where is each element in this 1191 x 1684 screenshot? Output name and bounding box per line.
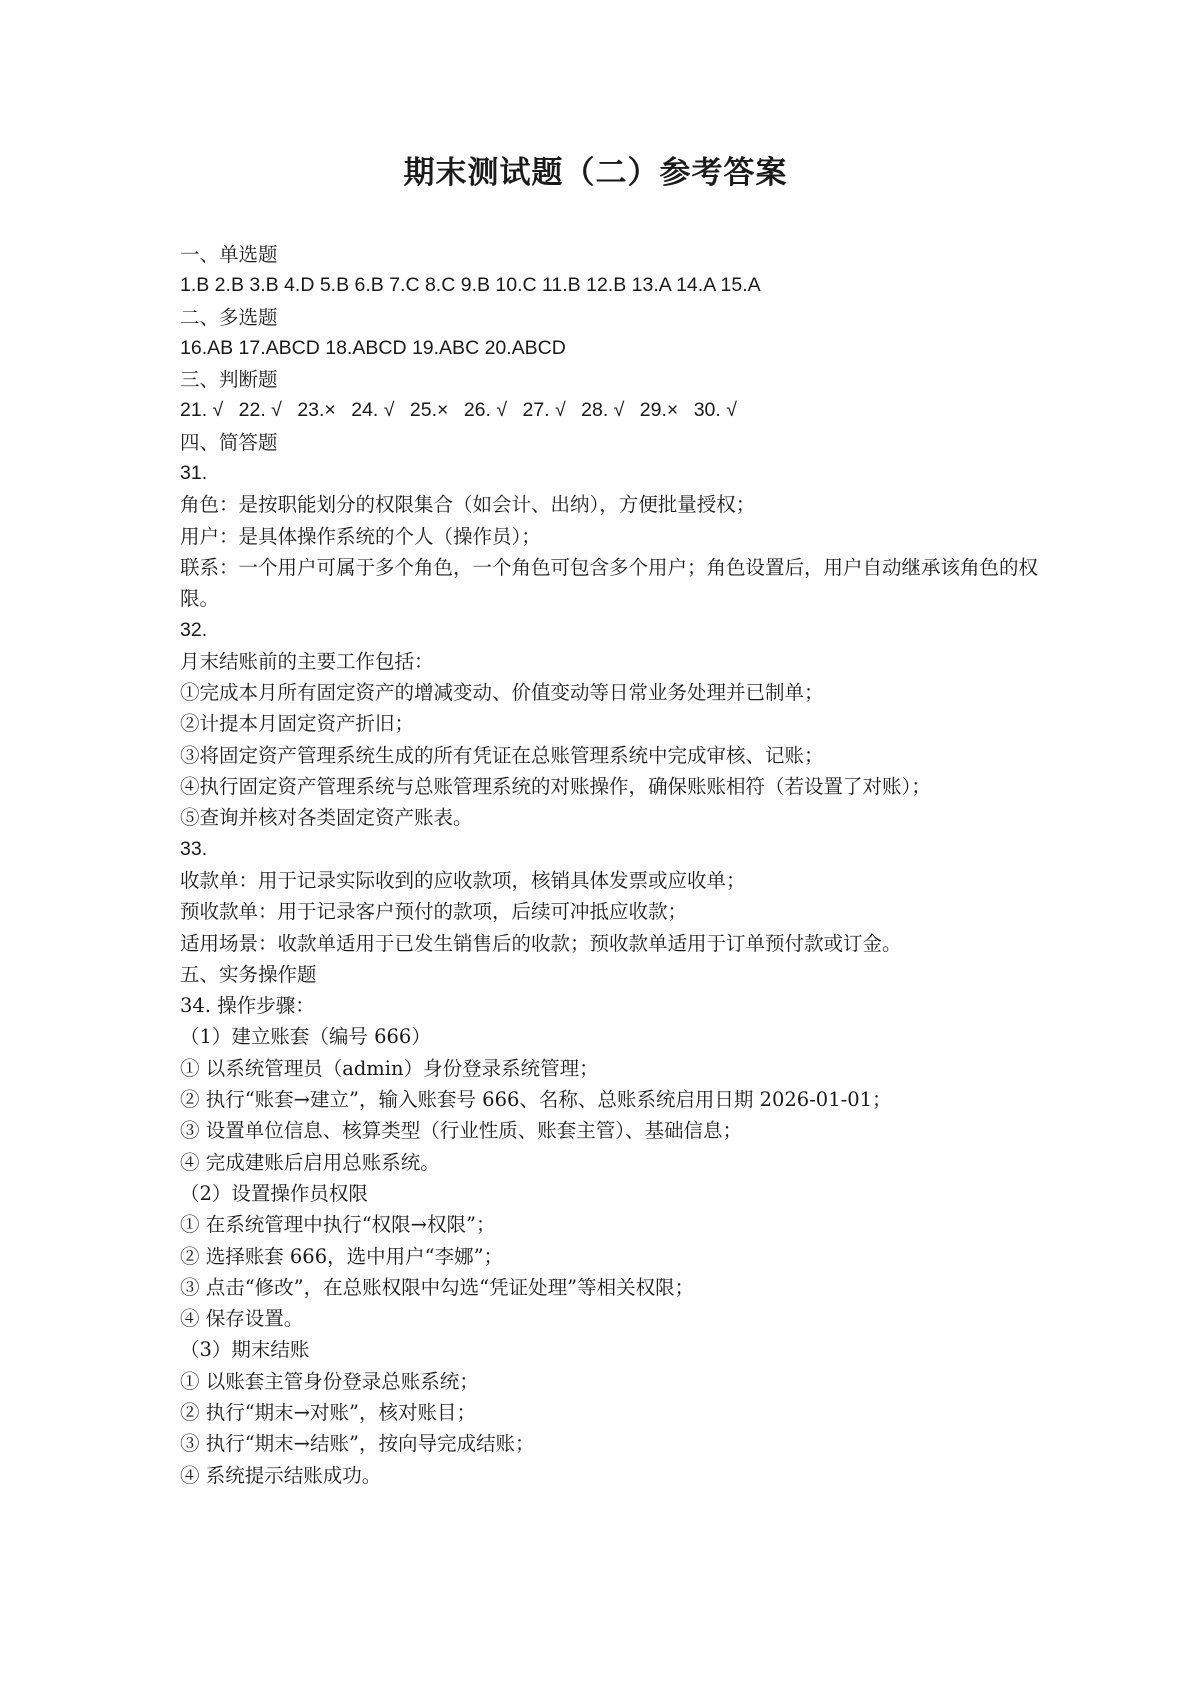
tf-answer-27: 27. √ [522, 399, 566, 422]
part-3-step-2: ② 执行“期末→对账”，核对账目； [180, 1400, 476, 1424]
answer-33-line-1: 收款单：用于记录实际收到的应收款项，核销具体发票或应收单； [180, 868, 746, 892]
true-false-answers [180, 395, 1040, 426]
part-1-step-1: ① 以系统管理员（admin）身份登录系统管理； [180, 1056, 599, 1080]
answer-32-line-4: ③将固定资产管理系统生成的所有凭证在总账管理系统中完成审核、记账； [180, 743, 824, 767]
single-choice-answers: 1.B 2.B 3.B 4.D 5.B 6.B 7.C 8.C 9.B 10.C 11.B 12.B 13.A 14.A 15.A [180, 274, 761, 297]
answer-32-line-5: ④执行固定资产管理系统与总账管理系统的对账操作，确保账账相符（若设置了对账）； [180, 775, 931, 799]
part-2-title: （2）设置操作员权限 [180, 1181, 368, 1205]
tf-answer-28: 28. √ [581, 399, 625, 422]
answer-32-line-1: 月末结账前的主要工作包括： [180, 649, 434, 673]
section-heading-single-choice: 一、单选题 [180, 243, 278, 266]
answer-body [180, 239, 1040, 1491]
answer-31-line-3: 联系：一个用户可属于多个角色，一个角色可包含多个用户；角色设置后，用户自动继承该角色的权限。 [180, 555, 1039, 611]
part-3-title: （3）期末结账 [180, 1338, 310, 1362]
part-1-step-2: ② 执行“账套→建立”，输入账套号 666、名称、总账系统启用日期 2026-01-01； [180, 1088, 892, 1112]
answer-32-line-3: ②计提本月固定资产折旧； [180, 712, 415, 736]
section-heading-multiple-choice: 二、多选题 [180, 305, 278, 329]
answer-31-line-2: 用户：是具体操作系统的个人（操作员）； [180, 524, 541, 548]
page-title: 期末测试题（二）参考答案 [403, 155, 788, 191]
tf-answer-30: 30. √ [693, 399, 737, 422]
part-3-step-4: ④ 系统提示结账成功。 [180, 1463, 382, 1487]
tf-answer-25: 25.× [409, 399, 449, 422]
tf-answer-22: 22. √ [238, 399, 282, 422]
question-number-33: 33. [180, 837, 208, 860]
part-2-step-3: ③ 点击“修改”，在总账权限中勾选“凭证处理”等相关权限； [180, 1275, 695, 1299]
question-number-31: 31. [180, 462, 208, 485]
tf-answer-24: 24. √ [351, 399, 395, 422]
multiple-choice-answers: 16.AB 17.ABCD 18.ABCD 19.ABC 20.ABCD [180, 336, 566, 359]
section-heading-practical: 五、实务操作题 [180, 962, 317, 986]
tf-answer-29: 29.× [639, 399, 679, 422]
tf-answer-26: 26. √ [463, 399, 508, 422]
part-1-step-3: ③ 设置单位信息、核算类型（行业性质、账套主管）、基础信息； [180, 1119, 742, 1143]
part-1-title: （1）建立账套（编号 666） [180, 1025, 431, 1049]
tf-answer-23: 23.× [297, 399, 336, 422]
answer-32-line-6: ⑤查询并核对各类固定资产账表。 [180, 806, 473, 830]
question-number-32: 32. [180, 618, 208, 641]
answer-32-line-2: ①完成本月所有固定资产的增减变动、价值变动等日常业务处理并已制单； [180, 681, 824, 705]
answer-33-line-2: 预收款单：用于记录客户预付的款项，后续可冲抵应收款； [180, 900, 688, 924]
question-number-34: 34. 操作步骤： [180, 994, 315, 1018]
part-2-step-2: ② 选择账套 666，选中用户“李娜”； [180, 1244, 504, 1268]
tf-answer-21: 21. √ [180, 399, 224, 422]
part-1-step-4: ④ 完成建账后启用总账系统。 [180, 1150, 440, 1174]
answer-33-line-3: 适用场景：收款单适用于已发生销售后的收款；预收款单适用于订单预付款或订金。 [180, 931, 902, 955]
part-2-step-1: ① 在系统管理中执行“权限→权限”； [180, 1213, 496, 1237]
section-heading-short-answer: 四、简答题 [180, 430, 278, 454]
part-3-step-3: ③ 执行“期末→结账”，按向导完成结账； [180, 1432, 535, 1456]
section-heading-true-false: 三、判断题 [180, 368, 278, 392]
part-3-step-1: ① 以账套主管身份登录总账系统； [180, 1369, 479, 1393]
part-2-step-4: ④ 保存设置。 [180, 1307, 304, 1331]
answer-31-line-1: 角色：是按职能划分的权限集合（如会计、出纳），方便批量授权； [180, 493, 756, 517]
